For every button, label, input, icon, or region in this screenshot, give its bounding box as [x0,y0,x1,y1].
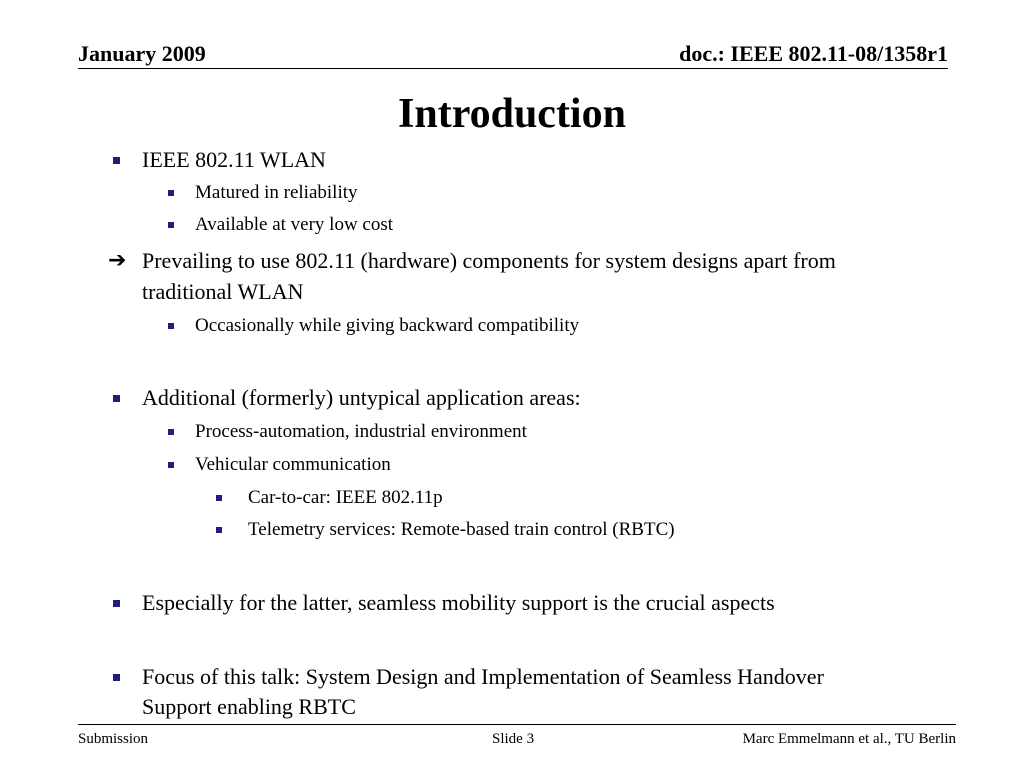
header-date: January 2009 [78,41,206,66]
square-bullet-icon [113,600,120,607]
square-bullet-icon [113,157,120,164]
square-bullet-icon [168,462,174,468]
list-item [195,452,391,478]
list-item-continuation [142,692,356,722]
right-arrow-icon: ➔ [108,248,127,273]
list-item-text: traditional WLAN [142,279,304,304]
list-item [142,588,775,618]
list-item-text: Matured in reliability [195,182,358,203]
list-item [195,212,393,238]
list-item-continuation [142,277,304,307]
square-bullet-icon [113,674,120,681]
list-item [195,180,358,206]
list-item-text: Additional (formerly) untypical application areas: [142,385,581,410]
list-item-text: Occasionally while giving backward compatibility [195,315,580,336]
list-item-text: Telemetry services: Remote-based train control (RBTC) [248,519,675,540]
list-item [108,246,836,276]
square-bullet-icon [113,395,120,402]
list-item-text: Prevailing to use 802.11 (hardware) components for system designs apart from [142,248,836,273]
footer-author: Marc Emmelmann et al., TU Berlin [742,731,956,747]
list-item-text: IEEE 802.11 WLAN [142,147,326,172]
list-item [248,485,443,511]
list-item-text: Especially for the latter, seamless mobility support is the crucial aspects [142,590,775,615]
list-item [142,145,326,175]
slide-footer [78,724,956,755]
list-item-text: Process-automation, industrial environment [195,421,527,442]
square-bullet-icon [168,190,174,196]
slide-title: Introduction [398,91,626,137]
list-item-text: Support enabling RBTC [142,694,356,719]
list-item-text: Car-to-car: IEEE 802.11p [248,487,443,508]
list-item-text: Vehicular communication [195,454,391,475]
list-item-text: Available at very low cost [195,214,394,235]
square-bullet-icon [168,222,174,228]
list-item [142,662,824,692]
list-item [195,419,527,445]
footer-submission: Submission [78,731,149,747]
square-bullet-icon [168,323,174,329]
square-bullet-icon [216,495,222,501]
square-bullet-icon [168,429,174,435]
list-item-text: Focus of this talk: System Design and Implementation of Seamless Handover [142,664,824,689]
square-bullet-icon [216,527,222,533]
footer-slide-number: Slide 3 [492,731,535,747]
list-item [195,313,579,339]
header-doc-id: doc.: IEEE 802.11-08/1358r1 [679,41,948,66]
list-item [248,517,675,543]
list-item [142,383,581,413]
